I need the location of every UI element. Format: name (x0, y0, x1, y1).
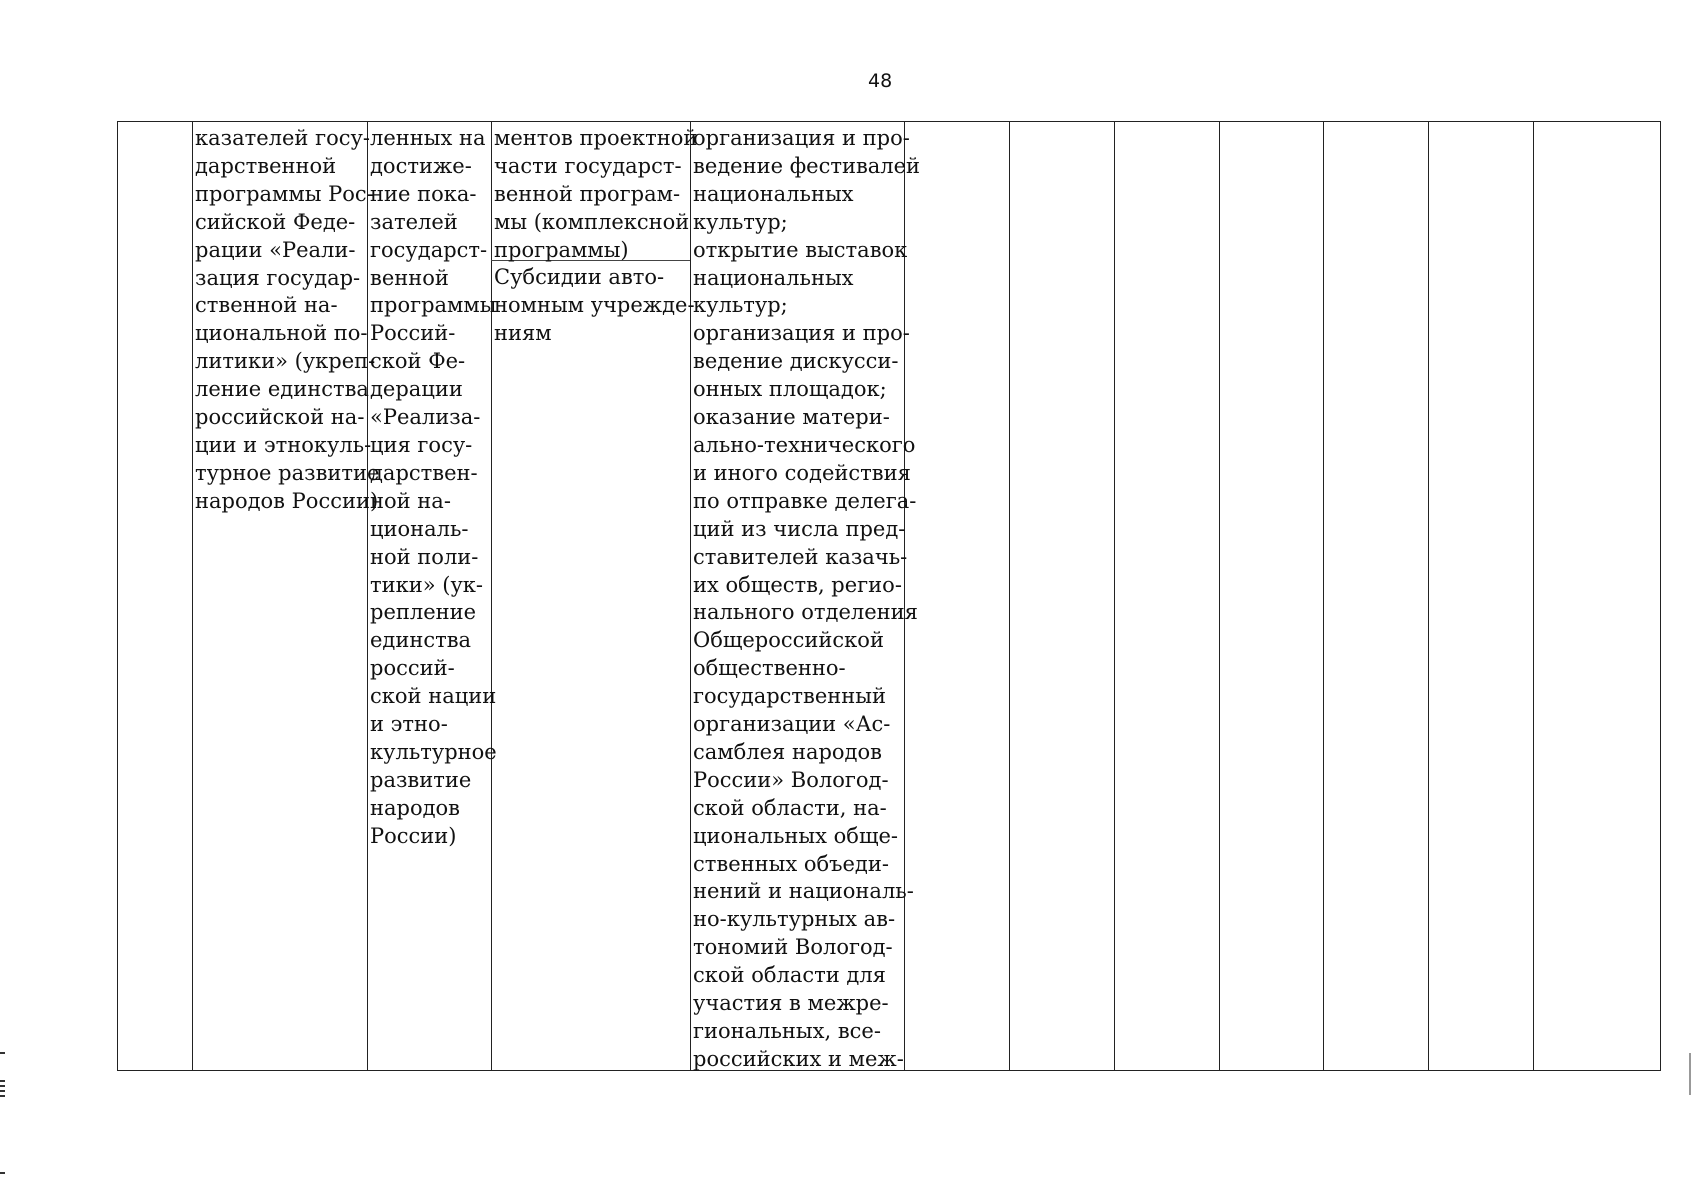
page-number: 48 (868, 70, 893, 92)
scan-edge-mark (0, 1080, 5, 1082)
activities-cell: организация и про- ведение фестивалей национальных культур; открытие выставок национальных культур; организация и про- ведение дискусси- онных площадок; оказание матери- ально-технического и иного содействия по отправке делега- ций из числа пред- ставителей казачь- их обществ, регио- нального отделения Общероссийской общественно- государственный организации «Ас- самблея народов России» Вологод- ской области, на- циональных обще- ственных объеди- нений и националь- но-культурных ав- тономий Вологод- ской области для участия в межре- гиональных, все- российских и меж- (693, 126, 921, 1071)
scan-edge-mark (0, 1085, 5, 1087)
column-divider (192, 122, 193, 1070)
column-divider (1428, 122, 1429, 1070)
subsidies-cell: Субсидии авто- номным учрежде- ниям (494, 265, 695, 345)
scan-edge-mark (1689, 1053, 1691, 1095)
column-divider (1009, 122, 1010, 1070)
column-divider (1323, 122, 1324, 1070)
goals-cell: ленных на достиже- ние пока- зателей государст- венной программы Россий- ской Фе- дерации «Реализа- ция госу- дарствен- ной на- циональ- ной поли- тики» (ук- репление единства россий- ской нации и этно- культурное развитие народов России) (370, 126, 497, 848)
scan-edge-mark (0, 1090, 5, 1092)
indicators-cell: казателей госу- дарственной программы Рос- сийской Феде- рации «Реали- зация государ- ственной на- циональной по- литики» (укреп- ление единства российской на- ции и этнокуль- турное развитие народов России) (195, 126, 380, 513)
program-table (117, 121, 1661, 1071)
column-divider (1533, 122, 1534, 1070)
column-divider (1114, 122, 1115, 1070)
project-part-cell: ментов проектной части государст- венной програм- мы (комплексной программы) (494, 126, 698, 262)
scan-edge-mark (0, 1052, 5, 1054)
scan-edge-mark (0, 1172, 5, 1174)
scan-edge-mark (0, 1095, 5, 1097)
column-divider (1219, 122, 1220, 1070)
